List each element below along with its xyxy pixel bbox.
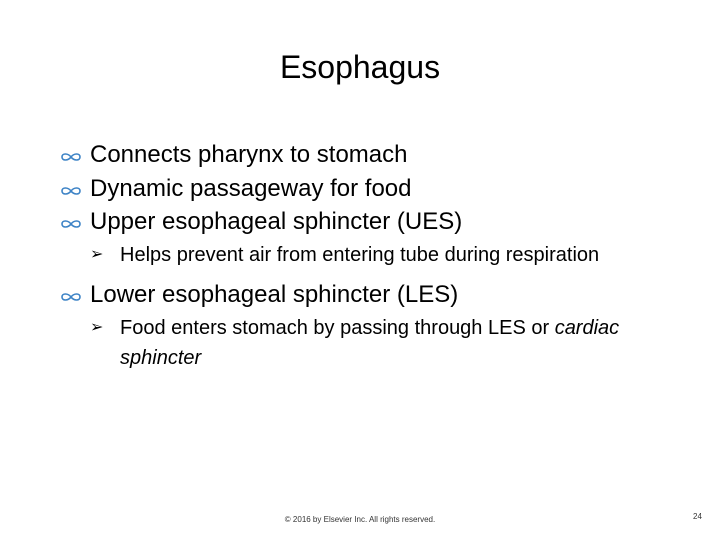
- infinity-swirl-icon: [60, 185, 82, 197]
- bullet-text: Dynamic passageway for food: [90, 174, 412, 202]
- slide-title: Esophagus: [279, 49, 441, 85]
- bullet-text: Connects pharynx to stomach: [90, 141, 408, 168]
- page-number: 24: [693, 512, 702, 521]
- sub-bullet-text-italic: cardiac sphincter: [120, 317, 620, 370]
- sub-bullet-item: [90, 313, 680, 373]
- sub-bullet-text-plain: Food enters stomach by passing through LES or: [120, 317, 555, 340]
- sub-bullet-list: [90, 240, 680, 270]
- sub-bullet-text: [120, 313, 620, 373]
- bullet-text: Lower esophageal sphincter (LES): [90, 281, 459, 309]
- infinity-swirl-icon: [60, 218, 82, 230]
- arrowhead-icon: ➢: [90, 246, 104, 264]
- sub-bullet-list: [90, 313, 680, 373]
- bullet-item: [60, 174, 680, 204]
- sub-bullet-item: [90, 240, 680, 270]
- bullet-item: [60, 280, 680, 373]
- bullet-text: Upper esophageal sphincter (UES): [90, 208, 463, 236]
- sub-bullet-text: Helps prevent air from entering tube during respiration: [120, 244, 600, 267]
- infinity-swirl-icon: [60, 291, 82, 303]
- bullet-list: [60, 140, 680, 383]
- bullet-item: [60, 140, 680, 170]
- bullet-item: [60, 207, 680, 270]
- infinity-swirl-icon: [60, 151, 82, 163]
- arrowhead-icon: ➢: [90, 319, 104, 337]
- copyright-footer: © 2016 by Elsevier Inc. All rights reserved.: [284, 515, 436, 524]
